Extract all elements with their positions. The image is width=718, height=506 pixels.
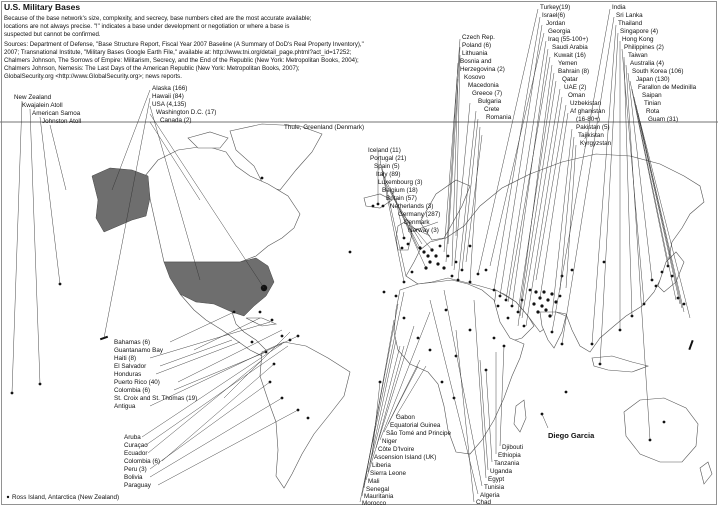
base-dot	[532, 302, 535, 305]
place-label: Af ghanistan	[570, 108, 606, 115]
base-dot	[422, 250, 425, 253]
place-label: American Samoa	[32, 110, 81, 117]
intro-line: GlobalSecurity.org <http://www.GlobalSecurity.org>; news reports.	[4, 73, 182, 80]
place-label: Guantanamo Bay	[114, 347, 164, 354]
place-label: Georgia	[548, 28, 571, 35]
place-label: India	[612, 4, 626, 11]
place-label: Macedonia	[468, 82, 499, 89]
place-label: Ascension Island (UK)	[374, 454, 437, 461]
place-label: Kwajalein Atoll	[22, 102, 63, 109]
place-label: Belgium (18)	[382, 187, 418, 194]
base-dot	[259, 311, 262, 314]
base-dot	[251, 341, 254, 344]
place-label: Canada (2)	[160, 117, 192, 124]
place-label: Italy (89)	[376, 171, 401, 178]
place-label: Spain (5)	[374, 163, 400, 170]
base-dot	[442, 266, 445, 269]
place-label: Egypt	[488, 476, 505, 483]
base-dot	[395, 295, 398, 298]
base-dot	[534, 290, 537, 293]
base-dot	[447, 255, 450, 258]
base-dot	[372, 205, 375, 208]
antarctica-label: Ross Island, Antarctica (New Zealand)	[12, 494, 120, 501]
base-dot	[521, 299, 524, 302]
base-dot	[7, 496, 9, 498]
place-label: Thule, Greenland (Denmark)	[284, 124, 365, 131]
place-label: Liberia	[372, 462, 391, 469]
place-label: Greece (7)	[472, 90, 503, 97]
intro-line: locations are not always precise. "!" indicates a base under development or negotiation or where a base is	[4, 23, 290, 30]
place-label: Antigua	[114, 403, 136, 410]
place-label: Mali	[368, 478, 380, 485]
base-dot	[261, 177, 264, 180]
base-dot	[411, 271, 414, 274]
base-dot	[271, 319, 274, 322]
base-dot	[663, 421, 666, 424]
place-label: Oman	[568, 92, 586, 99]
intro-line: Chalmers Johnson, The Sorrows of Empire: Militarism, Secrecy, and the End of the Republic (New York: Metropolitan Books, 2004);	[4, 57, 359, 64]
place-label: Herzegovina (2)	[460, 66, 505, 73]
base-dot	[546, 298, 549, 301]
place-label: São Tomé and Principe	[386, 430, 451, 437]
place-label: Bosnia and	[460, 58, 492, 65]
base-dot	[307, 417, 310, 420]
place-label: Iraq (55-100+)	[548, 36, 589, 43]
place-label: Djibouti	[502, 444, 523, 451]
base-dot	[469, 245, 472, 248]
base-dot	[441, 381, 444, 384]
base-dot	[536, 310, 539, 313]
base-dot	[451, 275, 454, 278]
base-dot	[349, 251, 352, 254]
base-dot	[445, 309, 448, 312]
place-label: Ethiopia	[498, 452, 521, 459]
base-dot	[683, 303, 686, 306]
place-label: Gabon	[396, 414, 415, 421]
place-label: Colombia (6)	[114, 387, 151, 394]
place-label: Niger	[382, 438, 398, 445]
base-dot	[661, 271, 664, 274]
base-dot	[485, 269, 488, 272]
place-label: Senegal	[366, 486, 390, 493]
place-label: Equatorial Guinea	[390, 422, 441, 429]
place-label: Lithuania	[462, 50, 488, 57]
place-label: Uzbekistan	[570, 100, 602, 107]
place-label: Colombia (6)	[124, 458, 161, 465]
place-label: Jordan	[546, 20, 566, 27]
base-dot	[281, 335, 284, 338]
place-label: Mauritania	[364, 493, 394, 500]
base-dot	[401, 247, 404, 250]
base-dot	[469, 329, 472, 332]
place-label: Côte D'Ivoire	[378, 446, 415, 453]
place-label: Kuwait (16)	[554, 52, 586, 59]
place-label: New Zealand	[14, 94, 52, 101]
base-dot	[559, 295, 562, 298]
place-label: Australia (4)	[630, 60, 664, 67]
place-label: Norway (3)	[408, 227, 439, 234]
place-label: Washington D.C. (17)	[156, 109, 217, 116]
base-dot	[540, 304, 543, 307]
place-label: Guam (31)	[648, 116, 679, 123]
place-label: Pakistan (5)	[576, 124, 610, 131]
place-label: Britain (57)	[386, 195, 417, 202]
place-label: Paraguay	[124, 482, 151, 489]
base-dot	[493, 337, 496, 340]
place-label: UAE (2)	[564, 84, 587, 91]
intro-line: Sources: Department of Defense, "Base Structure Report, Fiscal Year 2007 Baseline (A Summary of DoD's Real Property Inventory),"	[4, 41, 364, 48]
place-label: Luxembourg (3)	[378, 179, 423, 186]
place-label: Bahrain (8)	[558, 68, 590, 75]
base-dot	[507, 317, 510, 320]
place-label: Puerto Rico (40)	[114, 379, 160, 386]
base-dot	[439, 245, 442, 248]
place-label: Rota	[646, 108, 660, 115]
place-label: Tinian	[644, 100, 661, 107]
place-label: Alaska (166)	[152, 85, 188, 92]
place-label: Bolivia	[124, 474, 143, 481]
place-label: Johnston Atoll	[42, 118, 82, 125]
base-dot	[565, 391, 568, 394]
place-label: Tajikistan	[578, 132, 604, 139]
place-label: Kyrgyzstan	[580, 140, 612, 147]
diego-garcia-label: Diego Garcia	[548, 431, 595, 440]
place-label: Singapore (4)	[620, 28, 659, 35]
place-label: Crete	[484, 106, 500, 113]
base-dot	[403, 317, 406, 320]
base-dot	[497, 305, 500, 308]
place-label: Iceland (11)	[368, 147, 401, 154]
base-dot	[542, 290, 545, 293]
place-label: Philippines (2)	[624, 44, 664, 51]
base-dot	[434, 254, 437, 257]
place-label: Sri Lanka	[616, 12, 643, 19]
intro-line: Chalmers Johnson, Nemesis: The Last Days of the American Republic (New York: Metropolitan Books, 2007);	[4, 65, 300, 72]
base-dot	[548, 314, 551, 317]
base-dot	[603, 261, 606, 264]
place-label: Netherlands (3)	[390, 203, 434, 210]
place-label: Chad	[476, 499, 492, 506]
base-dot	[426, 254, 429, 257]
base-dot	[544, 308, 547, 311]
place-label: Czech Rep.	[462, 34, 495, 41]
place-label: Peru (3)	[124, 466, 147, 473]
place-label: St. Croix and St. Thomas (19)	[114, 395, 198, 402]
place-label: Algeria	[480, 492, 500, 499]
map-title: U.S. Military Bases	[4, 2, 81, 12]
place-label: Portugal (21)	[370, 155, 407, 162]
place-label: Uganda	[490, 468, 513, 475]
place-label: Kosovo	[464, 74, 486, 81]
place-label: Bahamas (6)	[114, 339, 151, 346]
place-label: Saudi Arabia	[552, 44, 588, 51]
base-dot	[417, 337, 420, 340]
place-label: Bulgaria	[478, 98, 502, 105]
intro-line: suspected but cannot be confirmed.	[4, 31, 101, 38]
place-label: Haiti (8)	[114, 355, 137, 362]
place-label: Denmark	[404, 219, 430, 226]
base-dot	[436, 262, 439, 265]
place-label: Japan (130)	[636, 76, 670, 83]
place-label: Farallon de Medinilla	[638, 84, 697, 91]
place-label: Aruba	[124, 434, 141, 441]
base-dot	[550, 292, 553, 295]
place-label: USA (4,135)	[152, 101, 187, 108]
place-label: Yemen	[558, 60, 578, 67]
place-label: Romania	[486, 114, 512, 121]
place-label: Thailand	[618, 20, 643, 27]
place-label: Israel(6)	[542, 12, 566, 19]
place-label: Morocco	[362, 500, 387, 506]
base-dot	[407, 243, 410, 246]
place-label: El Salvador	[114, 363, 147, 370]
intro-line: Because of the base network's size, complexity, and secrecy, base numbers cited are the most accurate available;	[4, 15, 312, 22]
place-label: Curaçao	[124, 442, 148, 449]
base-dot	[655, 285, 658, 288]
place-label: Honduras	[114, 371, 142, 378]
base-dot	[523, 325, 526, 328]
place-label: Germany (287)	[398, 211, 441, 218]
place-label: Tanzania	[494, 460, 520, 467]
place-label: South Korea (106)	[632, 68, 684, 75]
base-dot	[382, 205, 385, 208]
base-dot	[429, 349, 432, 352]
place-label: Tunisia	[484, 484, 505, 491]
place-label: Hong Kong	[622, 36, 654, 43]
place-label: Poland (6)	[462, 42, 492, 49]
place-label: Hawaii (84)	[152, 93, 184, 100]
place-label: Turkey(19)	[540, 4, 571, 11]
place-label: Ecuador	[124, 450, 148, 457]
base-dot	[428, 260, 431, 263]
place-label: (16-80+)	[576, 116, 600, 123]
intro-line: 2007; Transnational Institute, "Military Bases Google Earth File," available at: http://www.tni.org/detail_page.phtml?act_id=17252;	[4, 49, 352, 56]
place-label: Saipan	[642, 92, 662, 99]
place-label: Sierra Leone	[370, 470, 407, 477]
place-label: Qatar	[562, 76, 578, 83]
place-label: Taiwan	[628, 52, 648, 59]
base-dot	[383, 291, 386, 294]
base-dot	[529, 289, 532, 292]
base-dot	[571, 269, 574, 272]
